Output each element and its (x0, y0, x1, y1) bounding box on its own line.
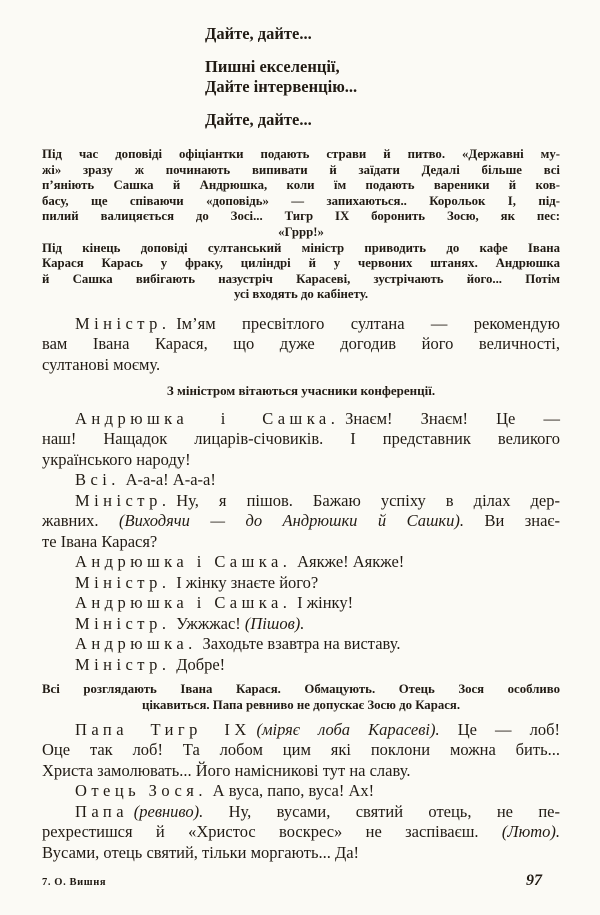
speaker-name: Всі. (75, 470, 120, 490)
stage-line: й Сашка вибігають назустріч Карасеві, зустрічають його... Потім (42, 271, 560, 286)
dialogue-text: Це — лоб! (439, 719, 560, 739)
dialogue-line (42, 409, 560, 430)
signature-mark: 7. О. Вишня (42, 877, 107, 889)
dialogue-line: те Івана Карася? (42, 531, 158, 551)
stage-line: цікавиться. Папа ревниво не допускає Зосю до Карася. (141, 698, 461, 713)
dialogue-text: Ім’ям пресвітлого султана — рекомендую (176, 313, 560, 333)
speaker-name: Міністр. (75, 572, 171, 592)
dialogue-line (42, 552, 560, 573)
verse-block (205, 24, 560, 130)
speaker-name: Міністр. (75, 313, 171, 333)
dialogue-text: Ну, вусами, святий отець, не пе- (203, 801, 560, 821)
page-footer (42, 872, 560, 890)
verse-line: Дайте, дайте... (205, 110, 312, 129)
stage-line: пилий валицяється до Зосі... Тигр IX боронить Зосю, як пес: (42, 209, 560, 224)
stage-cue-italic: (Виходячи — до Андрюшки й Сашки). (119, 511, 464, 531)
dialogue-text: І жінку! (297, 593, 354, 613)
speaker-name: Отець Зося. (75, 781, 207, 801)
dialogue-line (42, 491, 560, 512)
dialogue-line (42, 655, 560, 676)
dialogue-text: А вуса, папо, вуса! Ах! (212, 781, 375, 801)
dialogue-text: І жінку знаєте його? (176, 572, 319, 592)
stage-cue-italic: (ревниво). (133, 801, 204, 821)
stage-cue-italic: (Пішов). (244, 613, 305, 633)
speaker-name: Папа (75, 801, 128, 821)
dialogue-line: Христа замолювать... Його намісникові тут на славу. (42, 760, 411, 780)
dialogue-line (42, 822, 560, 843)
dialogue-text: Добре! (176, 654, 226, 674)
dialogue-line: наш! Нащадок лицарів-січовиків. І представник великого (42, 429, 560, 449)
stage-direction-2 (42, 241, 560, 303)
dialogue-line (42, 614, 560, 635)
dialogue-text: А-а-а! А-а-а! (125, 470, 216, 490)
stage-line: усі входять до кабінету. (233, 287, 369, 302)
dialogue-line (42, 573, 560, 594)
stage-direction-1 (42, 147, 560, 241)
dialogue-text: Ви знає- (464, 511, 560, 531)
speaker-name: Андрюшка і Сашка. (75, 593, 292, 613)
dialogue-text: Знаєм! Знаєм! Це — (345, 408, 560, 428)
dialogue-line: султанові моєму. (42, 354, 161, 374)
dialogue-text: рехрестишся й «Христос воскрес» не заспіваєш. (42, 822, 502, 842)
dialogue-text: Ну, я пішов. Бажаю успіху в ділах дер- (176, 490, 560, 510)
stage-line: Карася Карась у фраку, циліндрі й у червоних штанях. Андрюшка (42, 256, 560, 271)
dialogue-line: Вусами, отець святий, тільки моргають... Да! (42, 842, 360, 862)
dialogue-text: Заходьте взавтра на виставу. (202, 634, 401, 654)
dialogue-line (42, 511, 560, 532)
dialogue-line (42, 593, 560, 614)
stage-direction-3 (42, 682, 560, 713)
dialogue-line: Оце так лоб! Та лобом цим які поклони можна бить... (42, 740, 560, 760)
verse-gap (205, 97, 560, 110)
stage-line: «Гррр!» (278, 224, 324, 239)
stage-line: Під час доповіді офіціантки подають страви й питво. «Державні му- (42, 147, 560, 161)
dialogue-line: вам Івана Карася, що дуже догодив його величності, (42, 334, 560, 354)
dialogue-line (42, 470, 560, 491)
stage-note: З міністром вітаються учасники конференції. (166, 383, 436, 399)
verse-line: Дайте, дайте... (205, 24, 312, 43)
stage-line: Всі розглядають Івана Карася. Обмацують. Отець Зося особливо (42, 682, 560, 697)
stage-line: п’яніють Сашка й Андрюшка, коли їм подають вареники й ков- (42, 178, 560, 193)
speaker-name: Папа Тигр IX (75, 719, 251, 739)
verse-line: Пишні екселенції, (205, 57, 340, 76)
dialogue-line (42, 802, 560, 823)
speaker-name: Міністр. (75, 654, 171, 674)
speaker-name: Андрюшка і Сашка. (75, 408, 340, 428)
page-number: 97 (526, 872, 542, 890)
verse-gap (205, 44, 560, 57)
stage-line: Під кінець доповіді султанський міністр приводить до кафе Івана (42, 240, 560, 255)
speaker-name: Міністр. (75, 613, 171, 633)
stage-cue-italic: (міряє лоба Карасеві). (256, 719, 440, 739)
verse-line: Дайте інтервенцію... (205, 77, 358, 96)
stage-line: жі» зразу ж починають випивати й заїдати Дедалі більше всі (42, 162, 560, 177)
speaker-name: Андрюшка і Сашка. (75, 552, 292, 572)
dialogue-block (42, 314, 560, 863)
speaker-name: Андрюшка. (75, 634, 197, 654)
dialogue-line (42, 720, 560, 741)
dialogue-text: Ужжжас! (176, 613, 245, 633)
speaker-name: Міністр. (75, 490, 171, 510)
stage-cue-italic: (Люто). (501, 822, 560, 842)
dialogue-line (42, 314, 560, 335)
dialogue-line (42, 634, 560, 655)
dialogue-text: Аякже! Аякже! (297, 552, 405, 572)
stage-line: басу, ще співаючи «доповідь» — запихаються.. Корольок І, під- (42, 193, 560, 208)
dialogue-line: українського народу! (42, 449, 191, 469)
dialogue-text: жавних. (42, 511, 119, 531)
dialogue-line (42, 781, 560, 802)
